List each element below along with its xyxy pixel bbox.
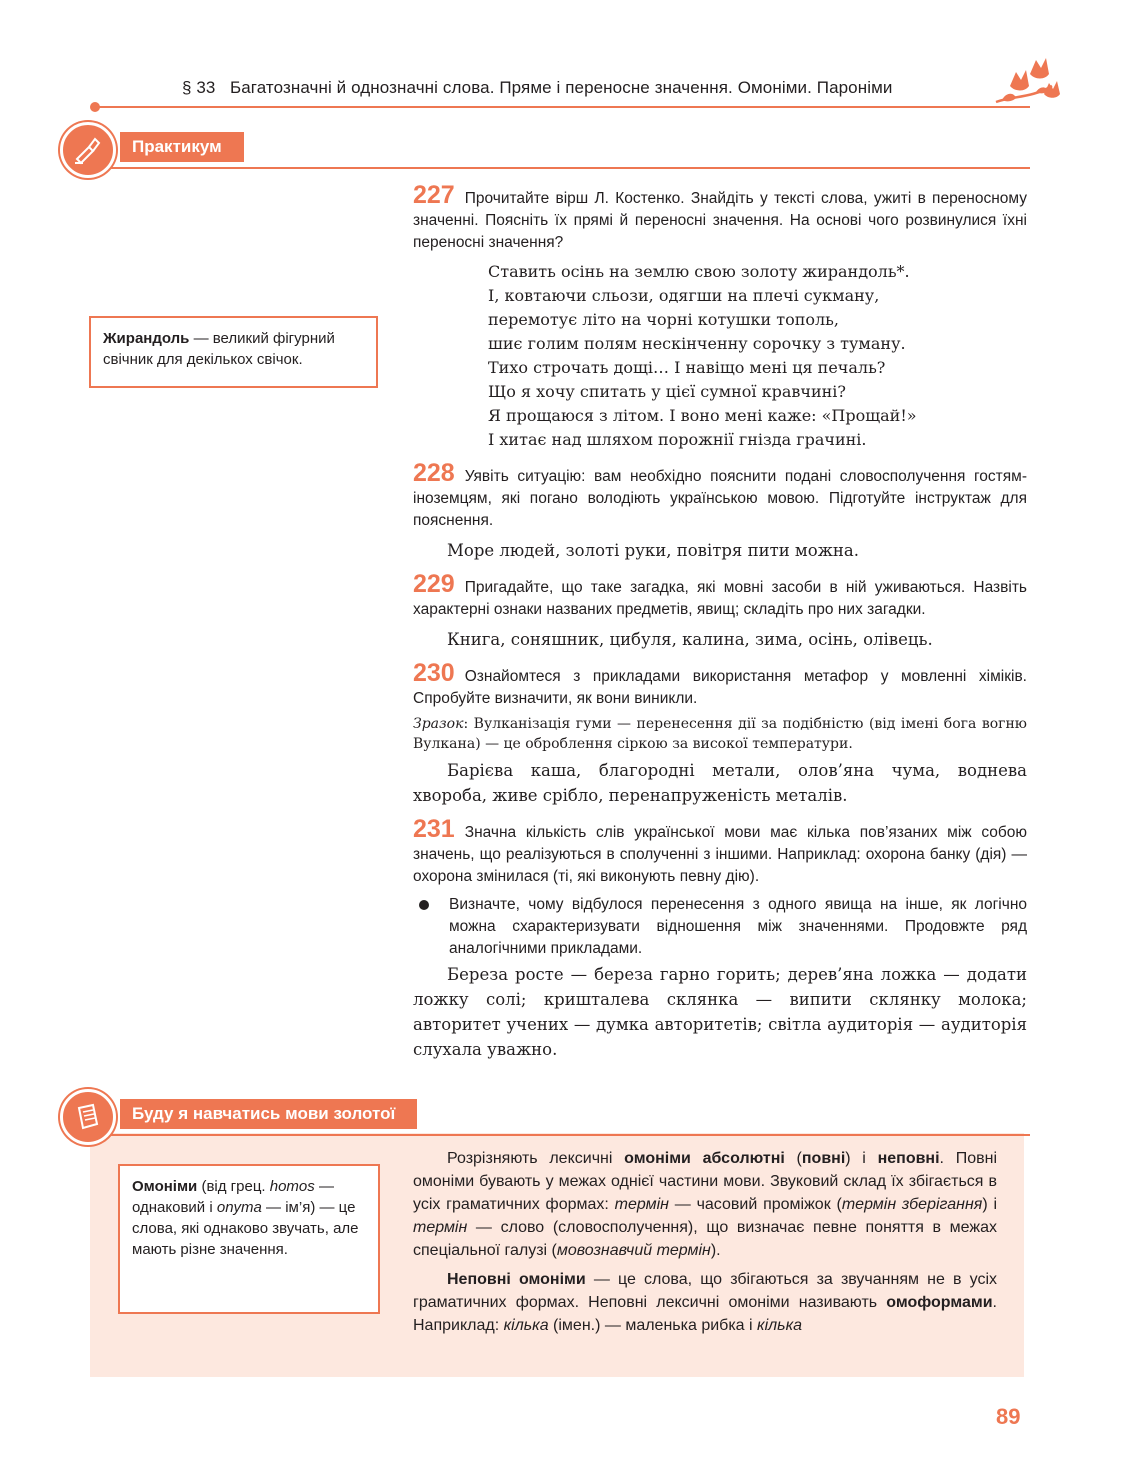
flower-ornament-icon <box>992 56 1068 114</box>
glossary-zhyrandol <box>89 316 378 388</box>
exercise-number: 228 <box>413 459 455 487</box>
text: . Наприклад: <box>413 1294 997 1334</box>
greek-word: homos <box>269 1178 315 1195</box>
italic-example: кілька <box>757 1317 803 1334</box>
glossary-definition: — однаковий і <box>132 1178 334 1216</box>
bullet-icon <box>419 900 429 910</box>
italic-example: термін зберігання <box>841 1196 983 1213</box>
poem-line: Тихо строчать дощі… І навіщо мені ця печаль? <box>488 358 886 377</box>
text: (імен.) — маленька рибка і <box>548 1317 758 1334</box>
practicum-section-bar <box>60 122 1030 178</box>
notebook-icon <box>73 1102 103 1132</box>
text: . Повні омоніми бувають у межах однієї частини мови. Звуковий склад їх збігається в усіх граматичних формах: <box>413 1150 997 1213</box>
exercise-task: Ознайомтеся з прикладами використання метафор у мовленні хіміків. Спробуйте визначити, як вони виникли. <box>413 668 1027 707</box>
poem-line: І, ковтаючи сльози, одягши на плечі сукману, <box>488 286 880 305</box>
text: ) і <box>845 1150 878 1167</box>
theory-paragraph <box>413 1268 997 1337</box>
text: — часовий проміжок ( <box>668 1196 842 1213</box>
glossary-definition: — ім’я) — це слова, які однаково звучать, але мають різне значення. <box>132 1199 359 1258</box>
exercise-task: Значна кількість слів української мови має кілька пов’язаних між собою значень, що реалізуються в сполученні з іншими. Наприклад: охорона банку (дія) — охорона змінилася (ті, які виконують певну дію). <box>413 824 1027 885</box>
text: — це слова, що збігаються за звучанням не в усіх граматичних формах. Неповні лексичні омоніми називають <box>413 1271 997 1311</box>
exercise-sample <box>413 714 1027 754</box>
theory-section-bar <box>60 1089 1030 1145</box>
poem-line: шиє голим полям нескінченну сорочку з туману. <box>488 334 906 353</box>
page-header <box>90 76 1030 116</box>
exercise-number: 229 <box>413 570 455 598</box>
text: ) і <box>982 1196 998 1213</box>
paragraph-number: § 33 <box>182 78 216 97</box>
exercise-phrases: Море людей, золоті руки, повітря пити можна. <box>447 541 859 560</box>
poem-line: перемотує літо на чорні котушки тополь, <box>488 310 839 329</box>
poem-line: І хитає над шляхом порожнії гнізда грачині. <box>488 430 867 449</box>
text: ). <box>710 1242 721 1259</box>
glossary-homonyms <box>118 1164 380 1314</box>
exercise-task: Уявіть ситуацію: вам необхідно пояснити подані словосполучення гостям-іноземцям, які погано володіють українською мовою. Підготуйте інструктаж для пояснення. <box>413 468 1027 529</box>
text: Розрізняють лексичні <box>447 1150 625 1167</box>
header-title-line <box>182 78 892 98</box>
bold-term: омоформами <box>886 1294 993 1311</box>
glossary-term: Жирандоль <box>103 330 190 347</box>
practicum-title: Практикум <box>120 132 244 162</box>
exercise-227 <box>413 181 1027 254</box>
exercise-phrases: Береза росте — береза гарно горить; дерев’яна ложка — додати ложку солі; кришталева склянка — випити склянку молока; авторитет учених — думка авторитетів; світла аудиторія — аудиторія слухала уважно. <box>413 965 1027 1059</box>
header-rule <box>94 106 1030 108</box>
glossary-definition: (від грец. <box>197 1178 270 1195</box>
theory-badge <box>60 1089 116 1145</box>
sample-label: Зразок <box>413 716 464 732</box>
exercise-number: 230 <box>413 659 455 687</box>
exercise-task: Прочитайте вірш Л. Костенко. Знайдіть у тексті слова, ужиті в переносному значенні. Поясніть їх прямі й переносні значення. На основі чого розвинулися їхні переносні значення? <box>413 190 1027 251</box>
section-rule <box>90 167 1030 169</box>
exercise-231 <box>413 815 1027 888</box>
italic-example: мовознавчий термін <box>556 1242 711 1259</box>
theory-title: Буду я навчатись мови золотої <box>120 1099 417 1129</box>
exercise-230 <box>413 659 1027 710</box>
hand-writing-icon <box>73 135 103 165</box>
italic-example: кілька <box>503 1317 549 1334</box>
exercise-phrases: Барієва каша, благородні метали, олов’яна чума, воднева хвороба, живе срібло, перенапруженість металів. <box>413 761 1027 805</box>
bold-term: Неповні омоніми <box>447 1271 586 1288</box>
theory-paragraph <box>413 1147 997 1262</box>
greek-word: onyma <box>216 1199 262 1216</box>
chapter-title: Багатозначні й однозначні слова. Пряме і переносне значення. Омоніми. Пароніми <box>229 78 893 97</box>
page-number: 89 <box>996 1404 1021 1429</box>
exercise-number: 227 <box>413 181 455 209</box>
italic-example: термін <box>413 1219 468 1236</box>
exercises-column <box>413 181 1027 1062</box>
exercise-task: Пригадайте, що таке загадка, які мовні засоби в ній уживаються. Назвіть характерні ознаки названих предметів, явищ; складіть про них загадки. <box>413 579 1027 618</box>
glossary-definition: — великий фігурний свічник для декількох свічок. <box>103 330 335 368</box>
poem-line: Що я хочу спитать у цієї сумної кравчині? <box>488 382 846 401</box>
bullet-text: Визначте, чому відбулося перенесення з одного явища на інше, як логічно можна схарактеризувати відношення між значеннями. Продовжте ряд аналогічними прикладами. <box>449 896 1027 957</box>
italic-example: термін <box>614 1196 669 1213</box>
exercise-228 <box>413 459 1027 532</box>
text: ( <box>784 1150 802 1167</box>
poem-line: Ставить осінь на землю свою золоту жирандоль*. <box>488 262 910 281</box>
bold-term: неповні <box>877 1150 940 1167</box>
poem-line: Я прощаюся з літом. І воно мені каже: «Прощай!» <box>488 406 917 425</box>
text: — слово (словосполучення), що визначає певне поняття в межах спеціальної галузі ( <box>413 1219 997 1259</box>
theory-text <box>413 1147 997 1337</box>
exercise-229 <box>413 570 1027 621</box>
sample-text: : Вулканізація гуми — перенесення дії за подібністю (від імені бога вогню Вулкана) — це оброблення сіркою за високої температури. <box>413 716 1027 752</box>
exercise-number: 231 <box>413 815 455 843</box>
practicum-badge <box>60 122 116 178</box>
exercise-bullet <box>413 894 1027 960</box>
exercise-words: Книга, соняшник, цибуля, калина, зима, осінь, олівець. <box>447 630 933 649</box>
section-rule <box>90 1134 1030 1136</box>
poem <box>488 260 1027 452</box>
bold-term: повні <box>801 1150 846 1167</box>
bold-term: омоніми абсолютні <box>624 1150 785 1167</box>
glossary-term: Омоніми <box>132 1178 198 1195</box>
